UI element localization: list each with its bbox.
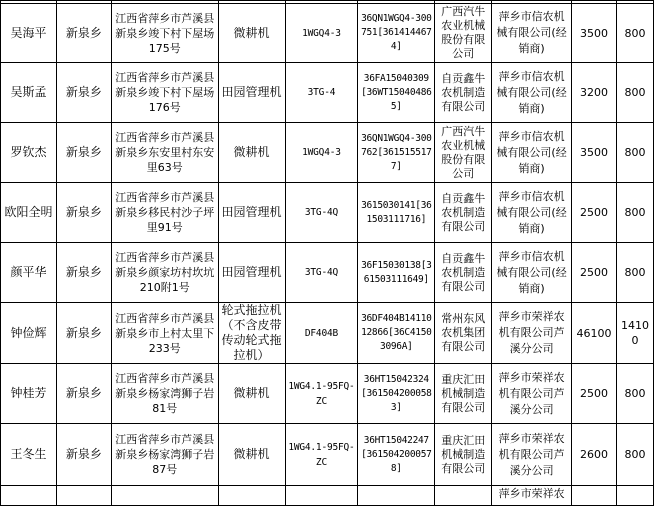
model-cell: 3TG-4Q <box>285 183 358 243</box>
serial-number-cell-partial <box>358 486 435 506</box>
model-cell-partial <box>285 486 358 506</box>
town-cell: 新泉乡 <box>56 63 111 123</box>
manufacturer-cell-partial <box>435 486 492 506</box>
dealer-cell: 萍乡市信农机械有限公司(经销商) <box>492 63 572 123</box>
buyer-name-cell: 吴斯孟 <box>1 63 57 123</box>
price-cell: 2500 <box>572 364 617 424</box>
machine-type-cell: 轮式拖拉机（不含皮带传动轮式拖拉机） <box>218 303 285 364</box>
manufacturer-cell: 自贡鑫牛农机制造有限公司 <box>435 63 492 123</box>
subsidy-cell: 800 <box>616 364 653 424</box>
machine-type-cell: 田园管理机 <box>218 243 285 303</box>
serial-number-cell: 36FA15040309[36WT150404865] <box>358 63 435 123</box>
subsidy-cell: 800 <box>616 243 653 303</box>
dealer-cell: 萍乡市荣祥农机有限公司芦溪分公司 <box>492 303 572 364</box>
town-cell: 新泉乡 <box>56 243 111 303</box>
machine-type-cell: 田园管理机 <box>218 183 285 243</box>
address-cell-partial <box>111 486 218 506</box>
machine-type-cell: 微耕机 <box>218 364 285 424</box>
model-cell: 3TG-4Q <box>285 243 358 303</box>
table-row <box>1 243 654 303</box>
address-cell: 江西省萍乡市芦溪县新泉乡竣下村下屋场176号 <box>111 63 218 123</box>
town-cell-partial <box>56 486 111 506</box>
serial-number-cell: 36QN1WGQ4-300762[3615155177] <box>358 123 435 183</box>
address-cell: 江西省萍乡市芦溪县新泉乡市上村太里下233号 <box>111 303 218 364</box>
serial-number-cell: 3615030141[361503111716] <box>358 183 435 243</box>
dealer-cell-partial: 萍乡市荣祥农 <box>492 486 572 506</box>
model-cell: 1WG4.1-95FQ-ZC <box>285 364 358 424</box>
serial-number-cell: 36QN1WGQ4-300751[3614144674] <box>358 4 435 63</box>
dealer-cell: 萍乡市信农机械有限公司(经销商) <box>492 123 572 183</box>
manufacturer-cell: 自贡鑫牛农机制造有限公司 <box>435 243 492 303</box>
town-cell: 新泉乡 <box>56 183 111 243</box>
dealer-cell: 萍乡市荣祥农机有限公司芦溪分公司 <box>492 364 572 424</box>
dealer-cell: 萍乡市信农机械有限公司(经销商) <box>492 183 572 243</box>
manufacturer-cell: 自贡鑫牛农机制造有限公司 <box>435 183 492 243</box>
subsidy-cell: 800 <box>616 183 653 243</box>
subsidy-cell: 800 <box>616 424 653 486</box>
table-row <box>1 364 654 424</box>
dealer-cell: 萍乡市信农机械有限公司(经销商) <box>492 243 572 303</box>
table-row <box>1 183 654 243</box>
buyer-name-cell: 欧阳全明 <box>1 183 57 243</box>
buyer-name-cell-partial <box>1 486 57 506</box>
machine-type-cell: 微耕机 <box>218 123 285 183</box>
manufacturer-cell: 广西汽牛农业机械股份有限公司 <box>435 123 492 183</box>
model-cell: 3TG-4 <box>285 63 358 123</box>
table-row <box>1 424 654 486</box>
address-cell: 江西省萍乡市芦溪县新泉乡移民村沙子坪里91号 <box>111 183 218 243</box>
serial-number-cell: 36DF404B1411012866[36C41503096A] <box>358 303 435 364</box>
address-cell: 江西省萍乡市芦溪县新泉乡杨家湾狮子岩87号 <box>111 424 218 486</box>
town-cell: 新泉乡 <box>56 123 111 183</box>
price-cell: 2500 <box>572 243 617 303</box>
table-row <box>1 4 654 63</box>
table-row <box>1 63 654 123</box>
dealer-cell: 萍乡市荣祥农机有限公司芦溪分公司 <box>492 424 572 486</box>
machine-type-cell: 微耕机 <box>218 4 285 63</box>
address-cell: 江西省萍乡市芦溪县新泉乡竣下村下屋场175号 <box>111 4 218 63</box>
machine-type-cell-partial <box>218 486 285 506</box>
dealer-cell: 萍乡市信农机械有限公司(经销商) <box>492 4 572 63</box>
subsidy-cell-partial <box>616 486 653 506</box>
serial-number-cell: 36HT15042324[3615042000583] <box>358 364 435 424</box>
serial-number-cell: 36F15030138[361503111649] <box>358 243 435 303</box>
model-cell: DF404B <box>285 303 358 364</box>
town-cell: 新泉乡 <box>56 424 111 486</box>
manufacturer-cell: 广西汽牛农业机械股份有限公司 <box>435 4 492 63</box>
model-cell: 1WG4.1-95FQ-ZC <box>285 424 358 486</box>
price-cell: 3200 <box>572 63 617 123</box>
buyer-name-cell: 钟桂芳 <box>1 364 57 424</box>
subsidy-cell: 14100 <box>616 303 653 364</box>
table-row-partial-bottom <box>1 486 654 506</box>
town-cell: 新泉乡 <box>56 364 111 424</box>
price-cell: 2500 <box>572 183 617 243</box>
manufacturer-cell: 重庆汇田机械制造有限公司 <box>435 364 492 424</box>
price-cell: 2600 <box>572 424 617 486</box>
machine-type-cell: 微耕机 <box>218 424 285 486</box>
price-cell-partial <box>572 486 617 506</box>
subsidy-cell: 800 <box>616 63 653 123</box>
price-cell: 46100 <box>572 303 617 364</box>
buyer-name-cell: 颜平华 <box>1 243 57 303</box>
town-cell: 新泉乡 <box>56 303 111 364</box>
address-cell: 江西省萍乡市芦溪县新泉乡东安里村东安里63号 <box>111 123 218 183</box>
manufacturer-cell: 重庆汇田机械制造有限公司 <box>435 424 492 486</box>
buyer-name-cell: 罗钦杰 <box>1 123 57 183</box>
subsidy-cell: 800 <box>616 123 653 183</box>
table-row <box>1 123 654 183</box>
model-cell: 1WGQ4-3 <box>285 4 358 63</box>
price-cell: 3500 <box>572 123 617 183</box>
buyer-name-cell: 王冬生 <box>1 424 57 486</box>
address-cell: 江西省萍乡市芦溪县新泉乡杨家湾狮子岩81号 <box>111 364 218 424</box>
subsidy-cell: 800 <box>616 4 653 63</box>
address-cell: 江西省萍乡市芦溪县新泉乡颜家坊村坎坑210附1号 <box>111 243 218 303</box>
price-cell: 3500 <box>572 4 617 63</box>
machine-type-cell: 田园管理机 <box>218 63 285 123</box>
buyer-name-cell: 钟俭辉 <box>1 303 57 364</box>
town-cell: 新泉乡 <box>56 4 111 63</box>
buyer-name-cell: 吴海平 <box>1 4 57 63</box>
model-cell: 1WGQ4-3 <box>285 123 358 183</box>
serial-number-cell: 36HT15042247[3615042000578] <box>358 424 435 486</box>
table-row <box>1 303 654 364</box>
manufacturer-cell: 常州东风农机集团有限公司 <box>435 303 492 364</box>
